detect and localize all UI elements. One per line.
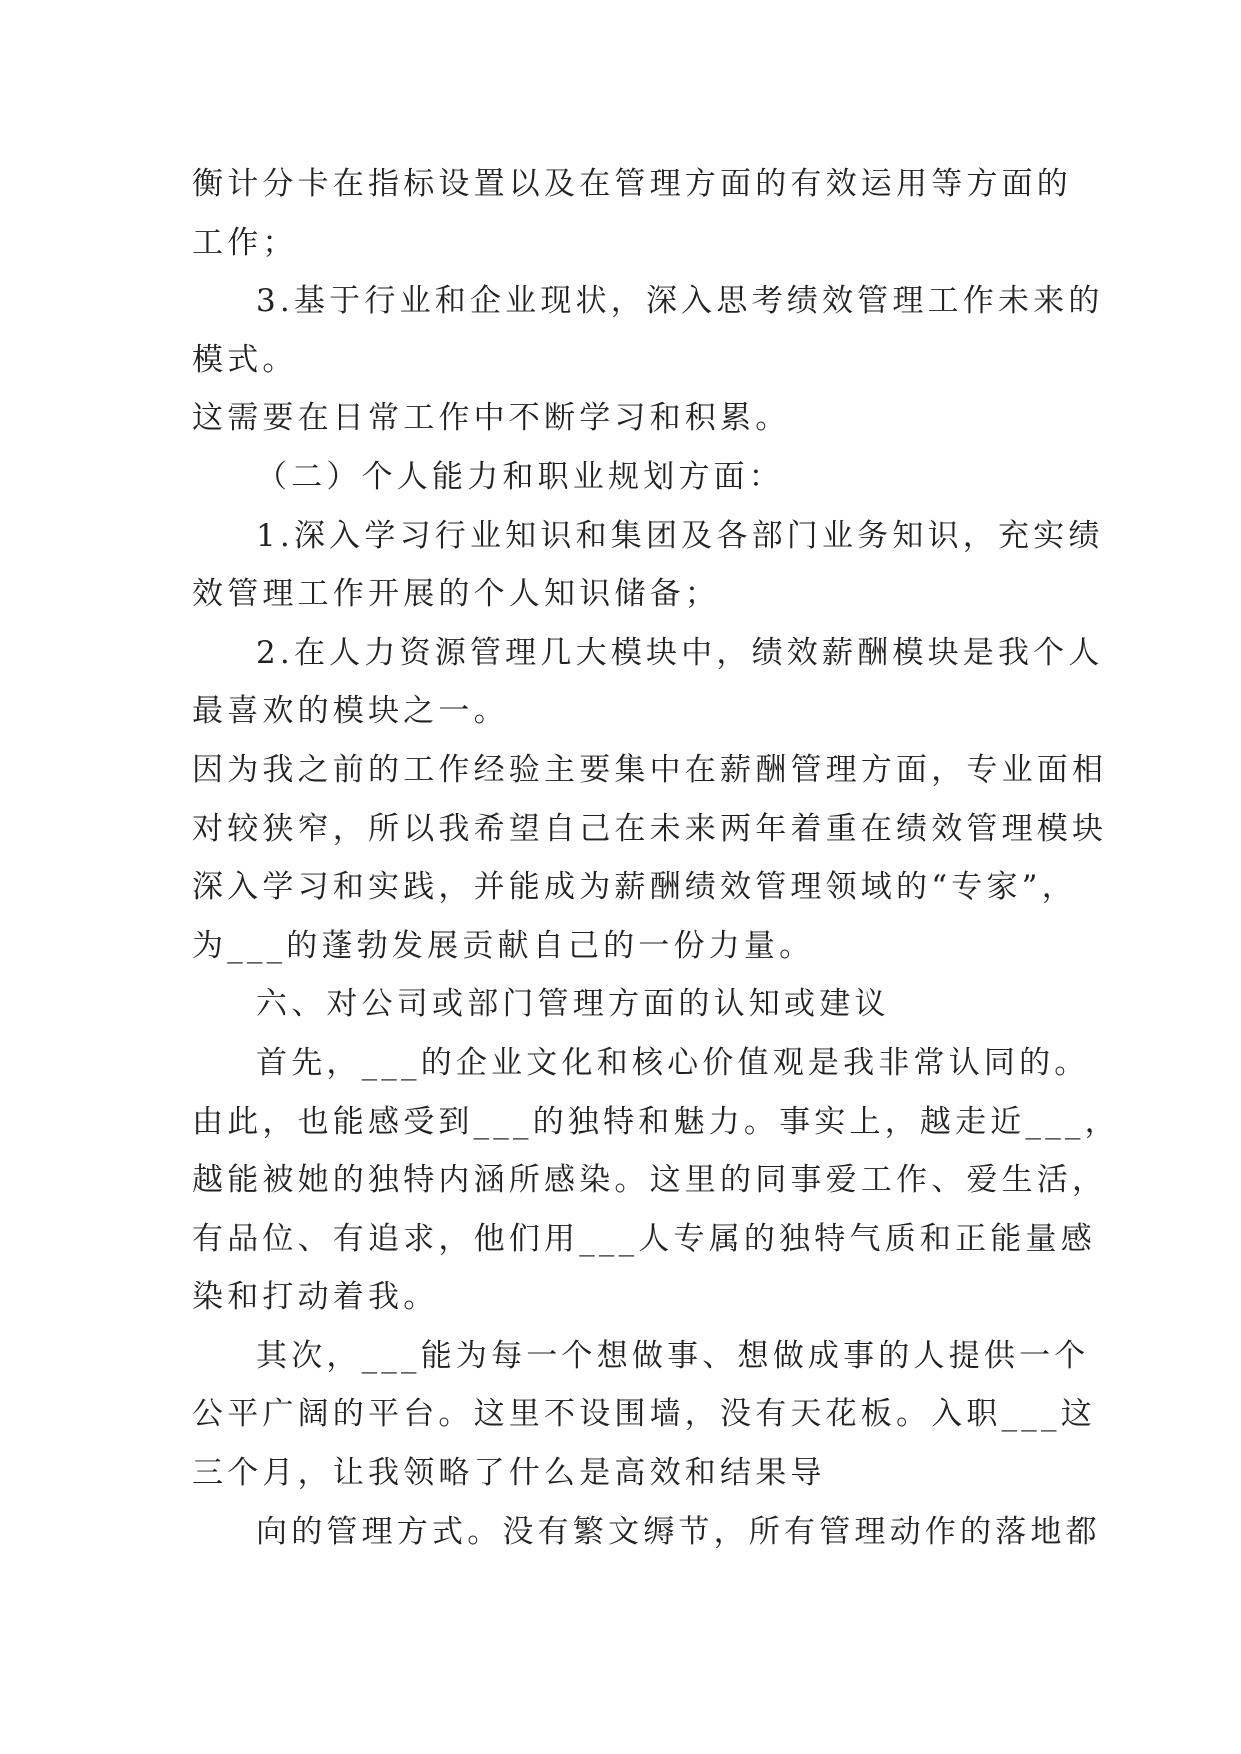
text-line: 对较狭窄，所以我希望自己在未来两年着重在绩效管理模块 bbox=[192, 810, 1108, 847]
text-line: 由此，也能感受到___的独特和魅力。事实上，越走近___， bbox=[192, 1103, 1120, 1140]
text-line: 这需要在日常工作中不断学习和积累。 bbox=[192, 400, 791, 437]
text-line: 公平广阔的平台。这里不设围墙，没有天花板。入职___这 bbox=[192, 1396, 1096, 1433]
text-line: 越能被她的独特内涵所感染。这里的同事爱工作、爱生活， bbox=[192, 1162, 1108, 1199]
text-line: 衡计分卡在指标设置以及在管理方面的有效运用等方面的 bbox=[192, 166, 1072, 202]
section-heading: 六、对公司或部门管理方面的认知或建议 bbox=[256, 986, 890, 1023]
text-line: 首先，___的企业文化和核心价值观是我非常认同的。 bbox=[256, 1044, 1090, 1081]
text-line: 效管理工作开展的个人知识储备； bbox=[192, 576, 720, 613]
text-line: 2.在人力资源管理几大模块中，绩效薪酬模块是我个人 bbox=[256, 634, 1104, 671]
text-line: 因为我之前的工作经验主要集中在薪酬管理方面，专业面相 bbox=[192, 751, 1108, 788]
text-line: 三个月，让我领略了什么是高效和结果导 bbox=[192, 1455, 826, 1492]
text-line: 工作； bbox=[192, 224, 298, 261]
text-line: 最喜欢的模块之一。 bbox=[192, 693, 509, 730]
text-line: 模式。 bbox=[192, 341, 298, 378]
text-line: 有品位、有追求，他们用___人专属的独特气质和正能量感 bbox=[192, 1220, 1096, 1257]
text-line: 向的管理方式。没有繁文缛节，所有管理动作的落地都 bbox=[256, 1513, 1101, 1550]
text-line: 1.深入学习行业知识和集团及各部门业务知识，充实绩 bbox=[256, 517, 1104, 554]
text-line: 为___的蓬勃发展贡献自己的一份力量。 bbox=[192, 927, 815, 964]
document-body bbox=[192, 155, 1120, 1561]
text-line: 3.基于行业和企业现状，深入思考绩效管理工作未来的 bbox=[256, 283, 1104, 320]
text-line: 深入学习和实践，并能成为薪酬绩效管理领域的“专家”， bbox=[192, 869, 1077, 906]
text-line: 染和打动着我。 bbox=[192, 1279, 439, 1316]
text-line: 其次，___能为每一个想做事、想做成事的人提供一个 bbox=[256, 1337, 1090, 1374]
text-line: （二）个人能力和职业规划方面： bbox=[256, 458, 784, 495]
